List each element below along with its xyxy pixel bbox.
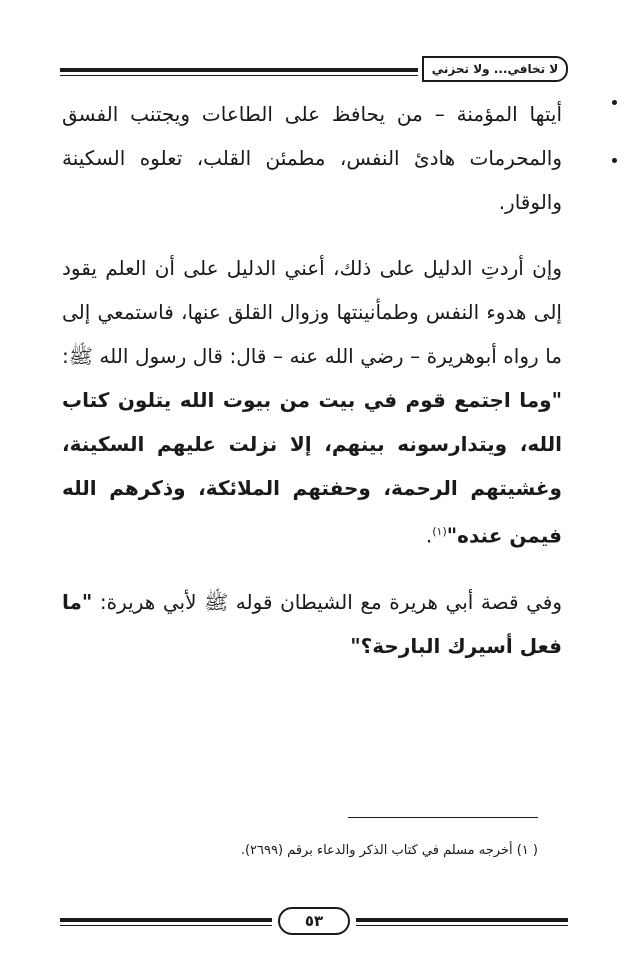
footer-rule-left-thin [60,925,272,926]
hadith-quote: "وما اجتمع قوم في بيت من بيوت الله يتلون كتاب الله، ويتدارسونه بينهم، إلا نزلت عليهم السكينة، وغشيتهم الرحمة، وحفتهم الملائكة، وذكرهم الله فيمن عنده" [62,388,562,548]
paragraph-2 [62,246,562,558]
paragraph-3 [62,580,562,668]
margin-dot [612,158,617,163]
header-rule-thick [60,68,418,72]
footnote: ( ١) أخرجه مسلم في كتاب الذكر والدعاء برقم (٢٦٩٩). [240,843,538,858]
footer-rule-right [356,918,568,922]
page-footer [60,905,568,939]
paragraph-3-intro: وفي قصة أبي هريرة مع الشيطان قوله ﷺ لأبي هريرة: [92,589,562,614]
paragraph-2-intro: وإن أردتِ الدليل على ذلك، أعني الدليل على أن العلم يقود إلى هدوء النفس وطمأنينتها وزوال القلق عنها، فاستمعي إلى ما رواه أبوهريرة – رضي الله عنه – قال: قال رسول الله ﷺ: [62,256,562,368]
running-title: لا تخافي... ولا تحزني [422,56,568,82]
paragraph-1: أيتها المؤمنة – من يحافظ على الطاعات ويجتنب الفسق والمحرمات هادئ النفس، مطمئن القلب، تعلوه السكينة والوقار. [62,102,562,214]
margin-dot [612,100,617,105]
header-rule-thin [60,75,418,76]
prophet-question: "ما فعل أسيرك البارحة؟" [62,589,562,658]
footnote-separator [348,817,538,818]
footer-rule-left [60,918,272,922]
footer-rule-right-thin [356,925,568,926]
running-header [60,56,568,86]
paragraph-2-end: . [425,523,433,548]
main-text [62,92,562,668]
page-number: ٥٣ [278,907,350,935]
footnote-reference: (١) [432,525,447,538]
